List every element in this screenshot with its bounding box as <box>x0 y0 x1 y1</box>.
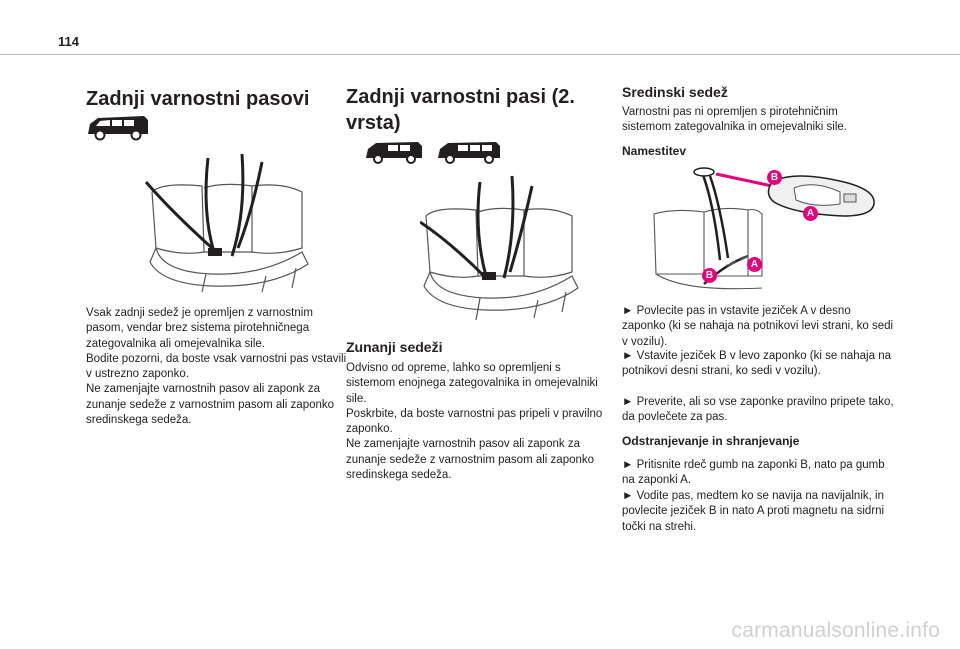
subsection-body: Odvisno od opreme, lahko so opremljeni s sistemom enojnega zategovalnika in omejevalniki sile. Poskrbite, da boste varnostni pas pripeli v pravilno zaponko. Ne zamenjajte varnostnih pasov ali zaponk za zunanje sedeže z varnostnim pasom ali zaponko sredinskega sedeža. <box>346 362 603 482</box>
remove-step: ► Vodite pas, medtem ko se navija na navijalnik, in povlecite jeziček B in nato A proti magnetu na sidrni točki na strehi. <box>622 490 885 533</box>
subsection-title: Zunanji sedeži <box>346 339 443 355</box>
intro-text: Varnostni pas ni opremljen s pirotehničnim sistemom zategovalnika in omejevalniki sile. <box>622 106 847 134</box>
section-title: Zadnji varnostni pasi (2. vrsta) <box>346 86 575 134</box>
install-step: ► Vstavite jeziček B v levo zaponko (ki se nahaja na potnikovi desni strani, ko sedi v vozilu). <box>622 350 891 378</box>
header-rule <box>0 54 960 55</box>
label-a-top: A <box>803 206 818 221</box>
label-b-top: B <box>767 170 782 185</box>
label-a-bottom: A <box>747 257 762 272</box>
watermark: carmanualsonline.info <box>731 619 940 642</box>
remove-heading: Odstranjevanje in shranjevanje <box>622 434 800 448</box>
rear-seats-illustration <box>142 152 322 302</box>
install-step: ► Povlecite pas in vstavite jeziček A v desno zaponko (ki se nahaja na potnikovi levi strani, ko sedi v vozilu). <box>622 305 894 348</box>
section-title: Sredinski sedež <box>622 84 728 100</box>
page-number: 114 <box>58 34 79 49</box>
van-short-icon <box>364 138 424 166</box>
center-belt-illustration <box>644 164 880 296</box>
label-b-bottom: B <box>702 268 717 283</box>
second-row-seats-illustration <box>420 172 590 322</box>
remove-step: ► Pritisnite rdeč gumb na zaponki B, nato pa gumb na zaponki A. <box>622 459 885 487</box>
van-side-icon <box>86 112 150 142</box>
install-step: ► Preverite, ali so vse zaponke pravilno pripete tako, da povlečete za pas. <box>622 396 894 424</box>
van-long-icon <box>436 138 502 166</box>
section-body: Vsak zadnji sedež je opremljen z varnostnim pasom, vendar brez sistema pirotehničnega zategovalnika ali omejevalnika sile. Bodite pozorni, da boste vsak varnostni pas vstavili v ustrezno zaponko. Ne zamenjajte varnostnih pasov ali zaponk za zunanje sedeže z varnostnim pasom ali zaponko sredinskega sedeža. <box>86 307 347 427</box>
section-title: Zadnji varnostni pasovi <box>86 88 310 110</box>
install-heading: Namestitev <box>622 144 687 158</box>
